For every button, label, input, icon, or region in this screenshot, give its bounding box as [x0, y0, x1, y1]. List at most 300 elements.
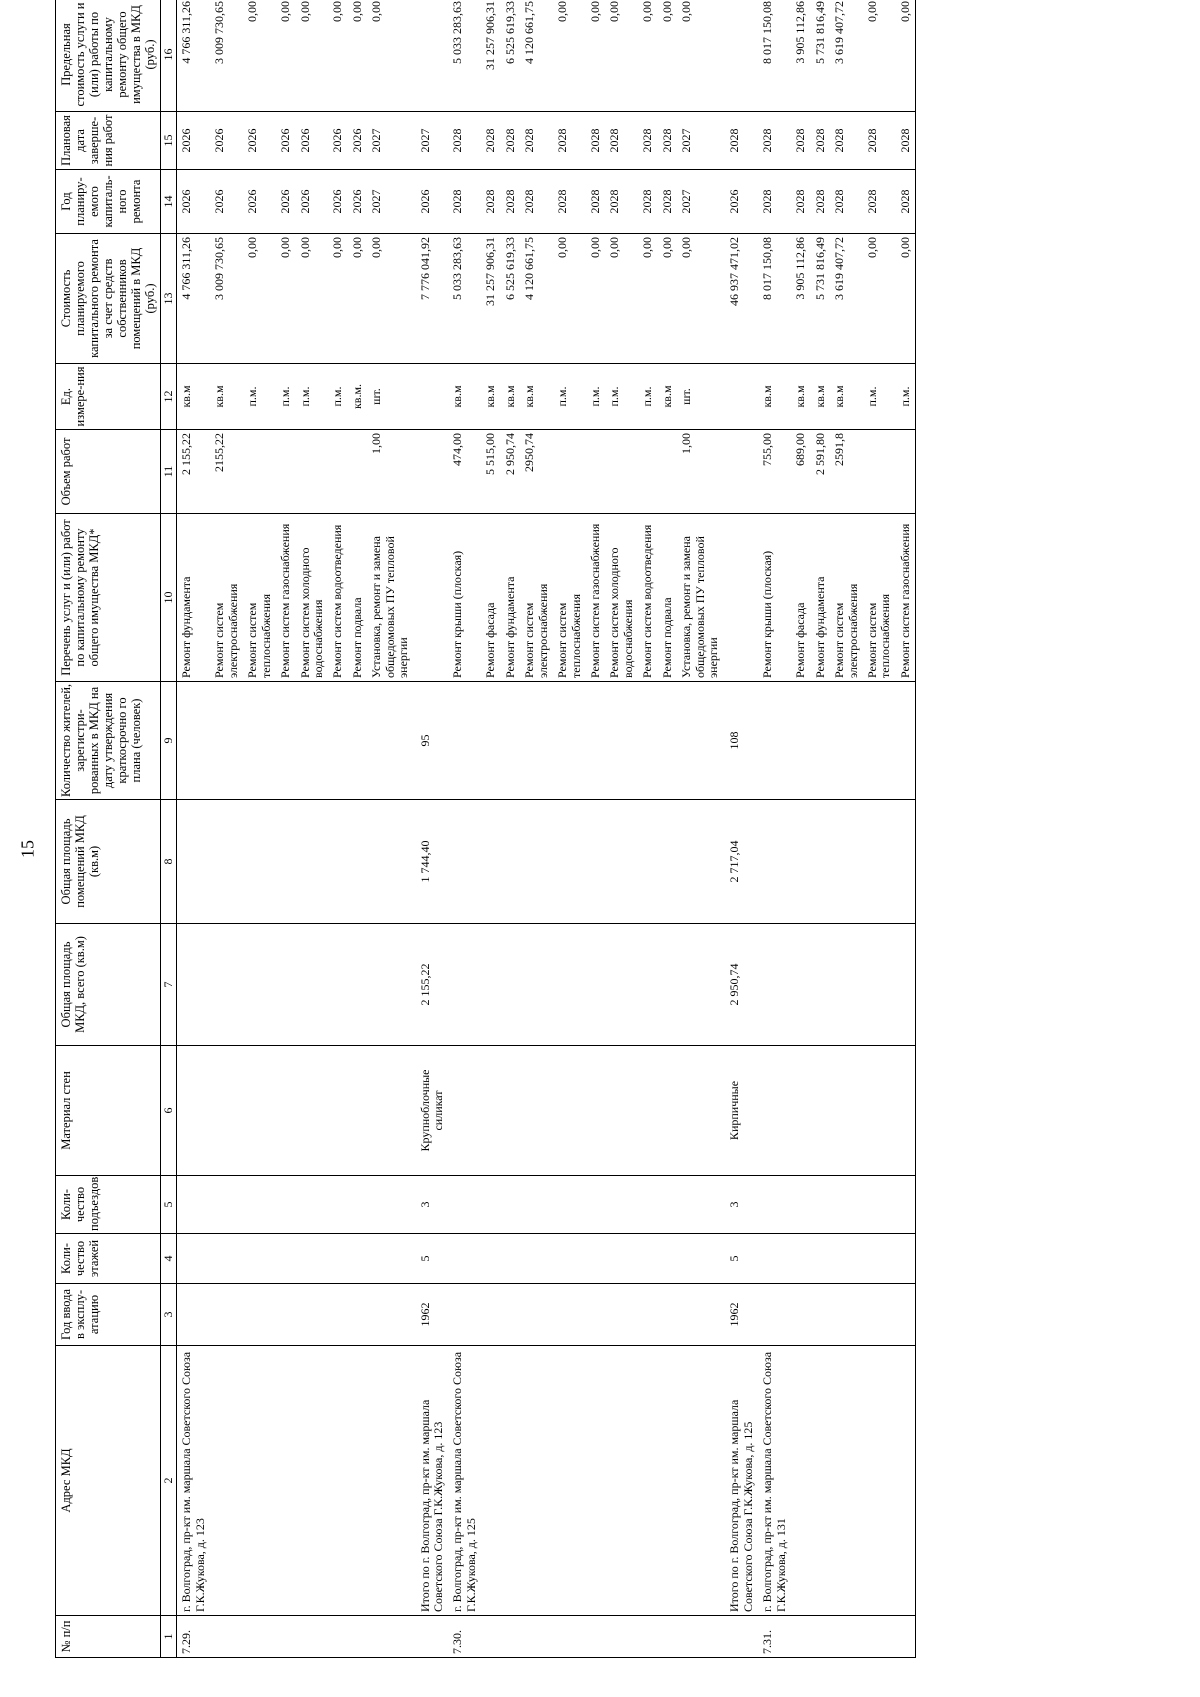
table-cell [811, 800, 830, 924]
table-cell [210, 924, 243, 1046]
table-cell: кв.м [830, 364, 863, 430]
table-cell [758, 924, 791, 1046]
table-cell: кв.м [481, 364, 500, 430]
table-cell [791, 1616, 810, 1658]
table-cell: 0,00 [367, 0, 413, 112]
table-cell: 0,00 [243, 0, 276, 112]
table-row [638, 0, 657, 1658]
table-cell: 0,00 [658, 0, 677, 112]
table-cell [520, 1616, 553, 1658]
table-cell: кв.м [658, 364, 677, 430]
table-cell [638, 1176, 657, 1234]
table-cell: 0,00 [367, 234, 413, 364]
table-cell: 2028 [638, 112, 657, 170]
table-cell [501, 1346, 520, 1616]
table-cell: Ремонт систем газоснабжения [586, 514, 605, 682]
table-cell [553, 430, 586, 514]
table-cell: 3 [723, 1176, 758, 1234]
column-number: 8 [161, 800, 177, 924]
table-row [811, 0, 830, 1658]
table-cell [723, 364, 758, 430]
table-cell [367, 682, 413, 800]
table-cell [553, 1284, 586, 1346]
table-cell [520, 1284, 553, 1346]
table-cell: 2028 [501, 112, 520, 170]
table-cell [448, 1046, 481, 1176]
table-cell: 0,00 [677, 234, 723, 364]
table-cell [553, 800, 586, 924]
table-cell [553, 1234, 586, 1284]
table-cell [520, 1046, 553, 1176]
table-cell [758, 1176, 791, 1234]
table-cell [605, 1234, 638, 1284]
table-cell [758, 1284, 791, 1346]
table-cell: г. Волгоград, пр-кт им. маршала Советского Союза Г.К.Жукова, д. 123 [177, 1346, 210, 1616]
table-cell: 2026 [296, 170, 329, 234]
table-cell: 2028 [758, 112, 791, 170]
table-cell [296, 682, 329, 800]
table-cell: 0,00 [348, 234, 367, 364]
table-cell [811, 1046, 830, 1176]
table-cell: 474,00 [448, 430, 481, 514]
table-cell: Ремонт систем теплоснабжения [863, 514, 896, 682]
table-cell [677, 1346, 723, 1616]
table-cell: 3 009 730,65 [210, 0, 243, 112]
table-cell: 2026 [348, 170, 367, 234]
table-cell [276, 430, 295, 514]
total-row [414, 0, 449, 1658]
table-cell [586, 1046, 605, 1176]
table-row [520, 0, 553, 1658]
table-cell [791, 682, 810, 800]
table-cell [863, 682, 896, 800]
table-cell [177, 800, 210, 924]
table-cell: 2026 [210, 170, 243, 234]
column-number: 11 [161, 430, 177, 514]
table-cell [586, 1234, 605, 1284]
table-cell [448, 1284, 481, 1346]
table-cell [210, 1176, 243, 1234]
table-cell [276, 1234, 295, 1284]
table-cell [677, 800, 723, 924]
table-cell: 2027 [677, 112, 723, 170]
table-cell: 2026 [276, 170, 295, 234]
column-number: 16 [161, 0, 177, 112]
table-cell: 2028 [448, 112, 481, 170]
table-cell [638, 924, 657, 1046]
table-cell [791, 1346, 810, 1616]
table-cell: 8 017 150,08 [758, 234, 791, 364]
table-cell [586, 924, 605, 1046]
table-cell: п.м. [605, 364, 638, 430]
table-cell: 4 766 311,26 [177, 234, 210, 364]
column-number: 5 [161, 1176, 177, 1234]
table-cell [605, 1046, 638, 1176]
table-cell [348, 924, 367, 1046]
table-cell [830, 1234, 863, 1284]
table-cell [586, 1616, 605, 1658]
column-header: Объем работ [56, 430, 161, 514]
column-header: Год планиру-емого капиталь-ного ремонта [56, 170, 161, 234]
table-cell: 31 257 906,31 [481, 234, 500, 364]
table-cell [638, 1284, 657, 1346]
table-cell [243, 1234, 276, 1284]
table-cell: Ремонт крыши (плоская) [448, 514, 481, 682]
table-row [448, 0, 481, 1658]
table-cell [501, 1234, 520, 1284]
table-cell: 2028 [896, 170, 916, 234]
table-cell [758, 1046, 791, 1176]
table-cell: 0,00 [863, 234, 896, 364]
table-cell: 1,00 [677, 430, 723, 514]
table-cell [830, 682, 863, 800]
table-cell: п.м. [586, 364, 605, 430]
column-header: Перечень услуг и (или) работ по капитальному ремонту общего имущества МКД* [56, 514, 161, 682]
table-cell: 2028 [553, 170, 586, 234]
table-cell: 3 619 407,72 [830, 0, 863, 112]
table-cell: п.м. [328, 364, 347, 430]
table-cell: 0,00 [553, 0, 586, 112]
table-cell [605, 430, 638, 514]
table-cell: 4 766 311,26 [177, 0, 210, 112]
table-cell [586, 1176, 605, 1234]
table-cell [296, 1346, 329, 1616]
table-cell: 2026 [414, 170, 449, 234]
table-cell: 0,00 [896, 234, 916, 364]
table-cell: 0,00 [553, 234, 586, 364]
table-row [243, 0, 276, 1658]
table-cell: Ремонт фундамента [177, 514, 210, 682]
table-cell: 46 937 471,02 [723, 234, 758, 364]
table-cell [328, 1234, 347, 1284]
table-cell: 2 717,04 [723, 800, 758, 924]
column-number: 14 [161, 170, 177, 234]
table-cell [296, 430, 329, 514]
table-cell: 2028 [791, 112, 810, 170]
table-cell [243, 1346, 276, 1616]
table-cell: 0,00 [896, 0, 916, 112]
table-cell [276, 1046, 295, 1176]
table-cell: 2 591,80 [811, 430, 830, 514]
table-cell [501, 1616, 520, 1658]
table-row [658, 0, 677, 1658]
table-cell [276, 924, 295, 1046]
column-header: Ед. измере-ния [56, 364, 161, 430]
table-cell: 2028 [811, 112, 830, 170]
table-cell: Ремонт систем холодного водоснабжения [296, 514, 329, 682]
table-cell: 2026 [243, 170, 276, 234]
table-row [896, 0, 916, 1658]
table-cell: 2028 [896, 112, 916, 170]
table-cell: 2026 [276, 112, 295, 170]
table-cell: кв.м. [348, 364, 367, 430]
column-header: Плановая дата заверше-ния работ [56, 112, 161, 170]
table-cell [296, 1046, 329, 1176]
table-cell: 31 257 906,31 [481, 0, 500, 112]
table-cell [605, 1284, 638, 1346]
table-cell [348, 1176, 367, 1234]
table-cell: Ремонт систем водоотведения [638, 514, 657, 682]
table-cell [367, 1284, 413, 1346]
table-row [791, 0, 810, 1658]
table-cell: 3 905 112,86 [791, 234, 810, 364]
table-cell [896, 1046, 916, 1176]
table-cell [896, 1176, 916, 1234]
table-row [276, 0, 295, 1658]
table-cell: Ремонт подвала [658, 514, 677, 682]
table-cell [758, 682, 791, 800]
table-cell [638, 1616, 657, 1658]
table-cell: 2028 [605, 112, 638, 170]
table-cell [896, 1346, 916, 1616]
table-cell [896, 1284, 916, 1346]
table-cell: 2028 [723, 112, 758, 170]
table-cell [896, 1234, 916, 1284]
table-cell: 2028 [658, 112, 677, 170]
table-cell [811, 924, 830, 1046]
table-cell [830, 924, 863, 1046]
table-cell: 1 744,40 [414, 800, 449, 924]
column-number: 10 [161, 514, 177, 682]
table-cell: Ремонт систем теплоснабжения [553, 514, 586, 682]
table-cell: 5 [723, 1234, 758, 1284]
column-number: 3 [161, 1284, 177, 1346]
column-number: 4 [161, 1234, 177, 1284]
table-cell: 2028 [863, 112, 896, 170]
table-cell [328, 430, 347, 514]
table-cell: г. Волгоград, пр-кт им. маршала Советского Союза Г.К.Жукова, д. 125 [448, 1346, 481, 1616]
table-cell: 2027 [367, 170, 413, 234]
table-cell [638, 1046, 657, 1176]
table-cell [677, 1046, 723, 1176]
table-cell: 108 [723, 682, 758, 800]
column-header: Коли-чество подъездов [56, 1176, 161, 1234]
table-cell [348, 1284, 367, 1346]
column-number: 1 [161, 1616, 177, 1658]
table-cell [830, 1284, 863, 1346]
table-cell [276, 1346, 295, 1616]
table-row [586, 0, 605, 1658]
table-cell [448, 1176, 481, 1234]
table-cell: 3 [414, 1176, 449, 1234]
table-cell [811, 682, 830, 800]
table-cell: 2028 [830, 170, 863, 234]
table-cell: 2028 [758, 170, 791, 234]
table-cell: 2591,8 [830, 430, 863, 514]
table-cell [553, 682, 586, 800]
table-cell: 2026 [177, 112, 210, 170]
table-cell: Крупноблочные силикат [414, 1046, 449, 1176]
table-cell [830, 1046, 863, 1176]
table-cell: Итого по г. Волгоград, пр-кт им. маршала Советского Союза Г.К.Жукова, д. 125 [723, 1346, 758, 1616]
table-cell: Ремонт систем газоснабжения [896, 514, 916, 682]
table-cell [863, 800, 896, 924]
table-cell: Ремонт систем газоснабжения [276, 514, 295, 682]
table-cell [520, 924, 553, 1046]
table-cell [791, 1176, 810, 1234]
table-cell: 6 525 619,33 [501, 234, 520, 364]
column-header: Предельная стоимость услуги и (или) работы по капитальному ремонту общего имущества в МКД (руб.) [56, 0, 161, 112]
table-cell [210, 1346, 243, 1616]
table-row [863, 0, 896, 1658]
table-cell: Ремонт систем электроснабжения [830, 514, 863, 682]
table-cell: кв.м [791, 364, 810, 430]
table-cell [677, 1176, 723, 1234]
table-cell [811, 1234, 830, 1284]
table-cell: Кирпичные [723, 1046, 758, 1176]
table-cell [723, 514, 758, 682]
table-cell: 0,00 [638, 234, 657, 364]
table-cell: Установка, ремонт и замена общедомовых ПУ тепловой энергии [367, 514, 413, 682]
table-cell: Ремонт систем электроснабжения [210, 514, 243, 682]
table-cell: 2026 [328, 170, 347, 234]
table-cell [296, 800, 329, 924]
table-cell: 2028 [501, 170, 520, 234]
table-cell [481, 682, 500, 800]
table-cell: Ремонт подвала [348, 514, 367, 682]
table-row [758, 0, 791, 1658]
table-cell [553, 1616, 586, 1658]
table-cell [896, 430, 916, 514]
table-cell [276, 682, 295, 800]
table-cell [638, 800, 657, 924]
table-cell: 1962 [414, 1284, 449, 1346]
table-cell: 5 033 283,63 [448, 0, 481, 112]
table-cell [896, 924, 916, 1046]
table-cell [677, 1284, 723, 1346]
table-cell: 2028 [830, 112, 863, 170]
table-body [177, 0, 916, 1658]
table-cell: п.м. [276, 364, 295, 430]
table-cell [210, 1046, 243, 1176]
table-cell: 3 905 112,86 [791, 0, 810, 112]
table-cell [328, 1284, 347, 1346]
table-cell [481, 1046, 500, 1176]
table-cell: Итого по г. Волгоград, пр-кт им. маршала Советского Союза Г.К.Жукова, д. 123 [414, 1346, 449, 1616]
table-cell: 0,00 [658, 234, 677, 364]
table-cell: 4 120 661,75 [520, 0, 553, 112]
table-cell: 2 950,74 [501, 430, 520, 514]
table-cell: 5 731 816,49 [811, 0, 830, 112]
table-cell [296, 1284, 329, 1346]
table-cell: 2028 [605, 170, 638, 234]
table-row [481, 0, 500, 1658]
table-cell [791, 924, 810, 1046]
table-row [296, 0, 329, 1658]
table-cell [658, 430, 677, 514]
table-cell: п.м. [896, 364, 916, 430]
table-cell: кв.м [501, 364, 520, 430]
table-header [56, 0, 177, 1658]
column-header: Стоимость планируемого капитального ремонта за счет средств собственников помещений в МКД (руб.) [56, 234, 161, 364]
table-cell [658, 800, 677, 924]
table-cell [348, 682, 367, 800]
table-cell [367, 1176, 413, 1234]
table-cell [677, 1234, 723, 1284]
table-cell: п.м. [243, 364, 276, 430]
table-cell [367, 1234, 413, 1284]
table-cell [276, 1616, 295, 1658]
table-cell [296, 1176, 329, 1234]
table-row [501, 0, 520, 1658]
table-cell: Ремонт фасада [791, 514, 810, 682]
table-cell [586, 1346, 605, 1616]
table-cell [243, 924, 276, 1046]
table-cell: 2028 [811, 170, 830, 234]
table-cell: кв.м [177, 364, 210, 430]
table-cell [481, 1346, 500, 1616]
table-cell: кв.м [520, 364, 553, 430]
table-cell: Установка, ремонт и замена общедомовых ПУ тепловой энергии [677, 514, 723, 682]
table-cell [586, 1284, 605, 1346]
table-row [177, 0, 210, 1658]
table-cell [896, 1616, 916, 1658]
table-cell [448, 800, 481, 924]
capital-repair-table [55, 0, 916, 1658]
column-number: 6 [161, 1046, 177, 1176]
table-cell: 2 155,22 [414, 924, 449, 1046]
table-cell [501, 800, 520, 924]
table-cell [520, 682, 553, 800]
table-cell [677, 682, 723, 800]
table-cell [296, 1234, 329, 1284]
table-cell: 2026 [243, 112, 276, 170]
table-cell [863, 430, 896, 514]
table-cell: 2028 [448, 170, 481, 234]
table-cell: 0,00 [243, 234, 276, 364]
table-cell [414, 1616, 449, 1658]
table-cell: 2950,74 [520, 430, 553, 514]
table-cell: 0,00 [328, 0, 347, 112]
table-cell: 2028 [586, 112, 605, 170]
table-cell [296, 1616, 329, 1658]
table-cell: кв.м [758, 364, 791, 430]
column-header: Общая площадь помещений МКД (кв.м) [56, 800, 161, 924]
table-cell: 2028 [658, 170, 677, 234]
table-cell: 6 525 619,33 [501, 0, 520, 112]
column-header: № п/п [56, 1616, 161, 1658]
table-cell [481, 1176, 500, 1234]
table-cell: 2026 [177, 170, 210, 234]
table-cell: 1,00 [367, 430, 413, 514]
table-cell [677, 924, 723, 1046]
table-cell [501, 1284, 520, 1346]
table-cell: 0,00 [348, 0, 367, 112]
table-cell [348, 1616, 367, 1658]
table-cell: кв.м [811, 364, 830, 430]
table-cell: 7.29. [177, 1616, 210, 1658]
column-header: Коли-чество этажей [56, 1234, 161, 1284]
table-cell [830, 800, 863, 924]
table-cell [605, 1176, 638, 1234]
table-cell: 4 120 661,75 [520, 234, 553, 364]
table-cell [210, 1616, 243, 1658]
table-cell: 2028 [791, 170, 810, 234]
table-cell [448, 1234, 481, 1284]
table-cell [414, 0, 449, 112]
table-cell: 2028 [520, 112, 553, 170]
table-cell [638, 682, 657, 800]
table-cell: 0,00 [863, 0, 896, 112]
table-cell [863, 1046, 896, 1176]
table-cell [638, 1346, 657, 1616]
table-cell [811, 1616, 830, 1658]
table-cell: 2028 [586, 170, 605, 234]
table-cell: 7.30. [448, 1616, 481, 1658]
table-row [605, 0, 638, 1658]
table-cell: 7.31. [758, 1616, 791, 1658]
table-cell [501, 924, 520, 1046]
